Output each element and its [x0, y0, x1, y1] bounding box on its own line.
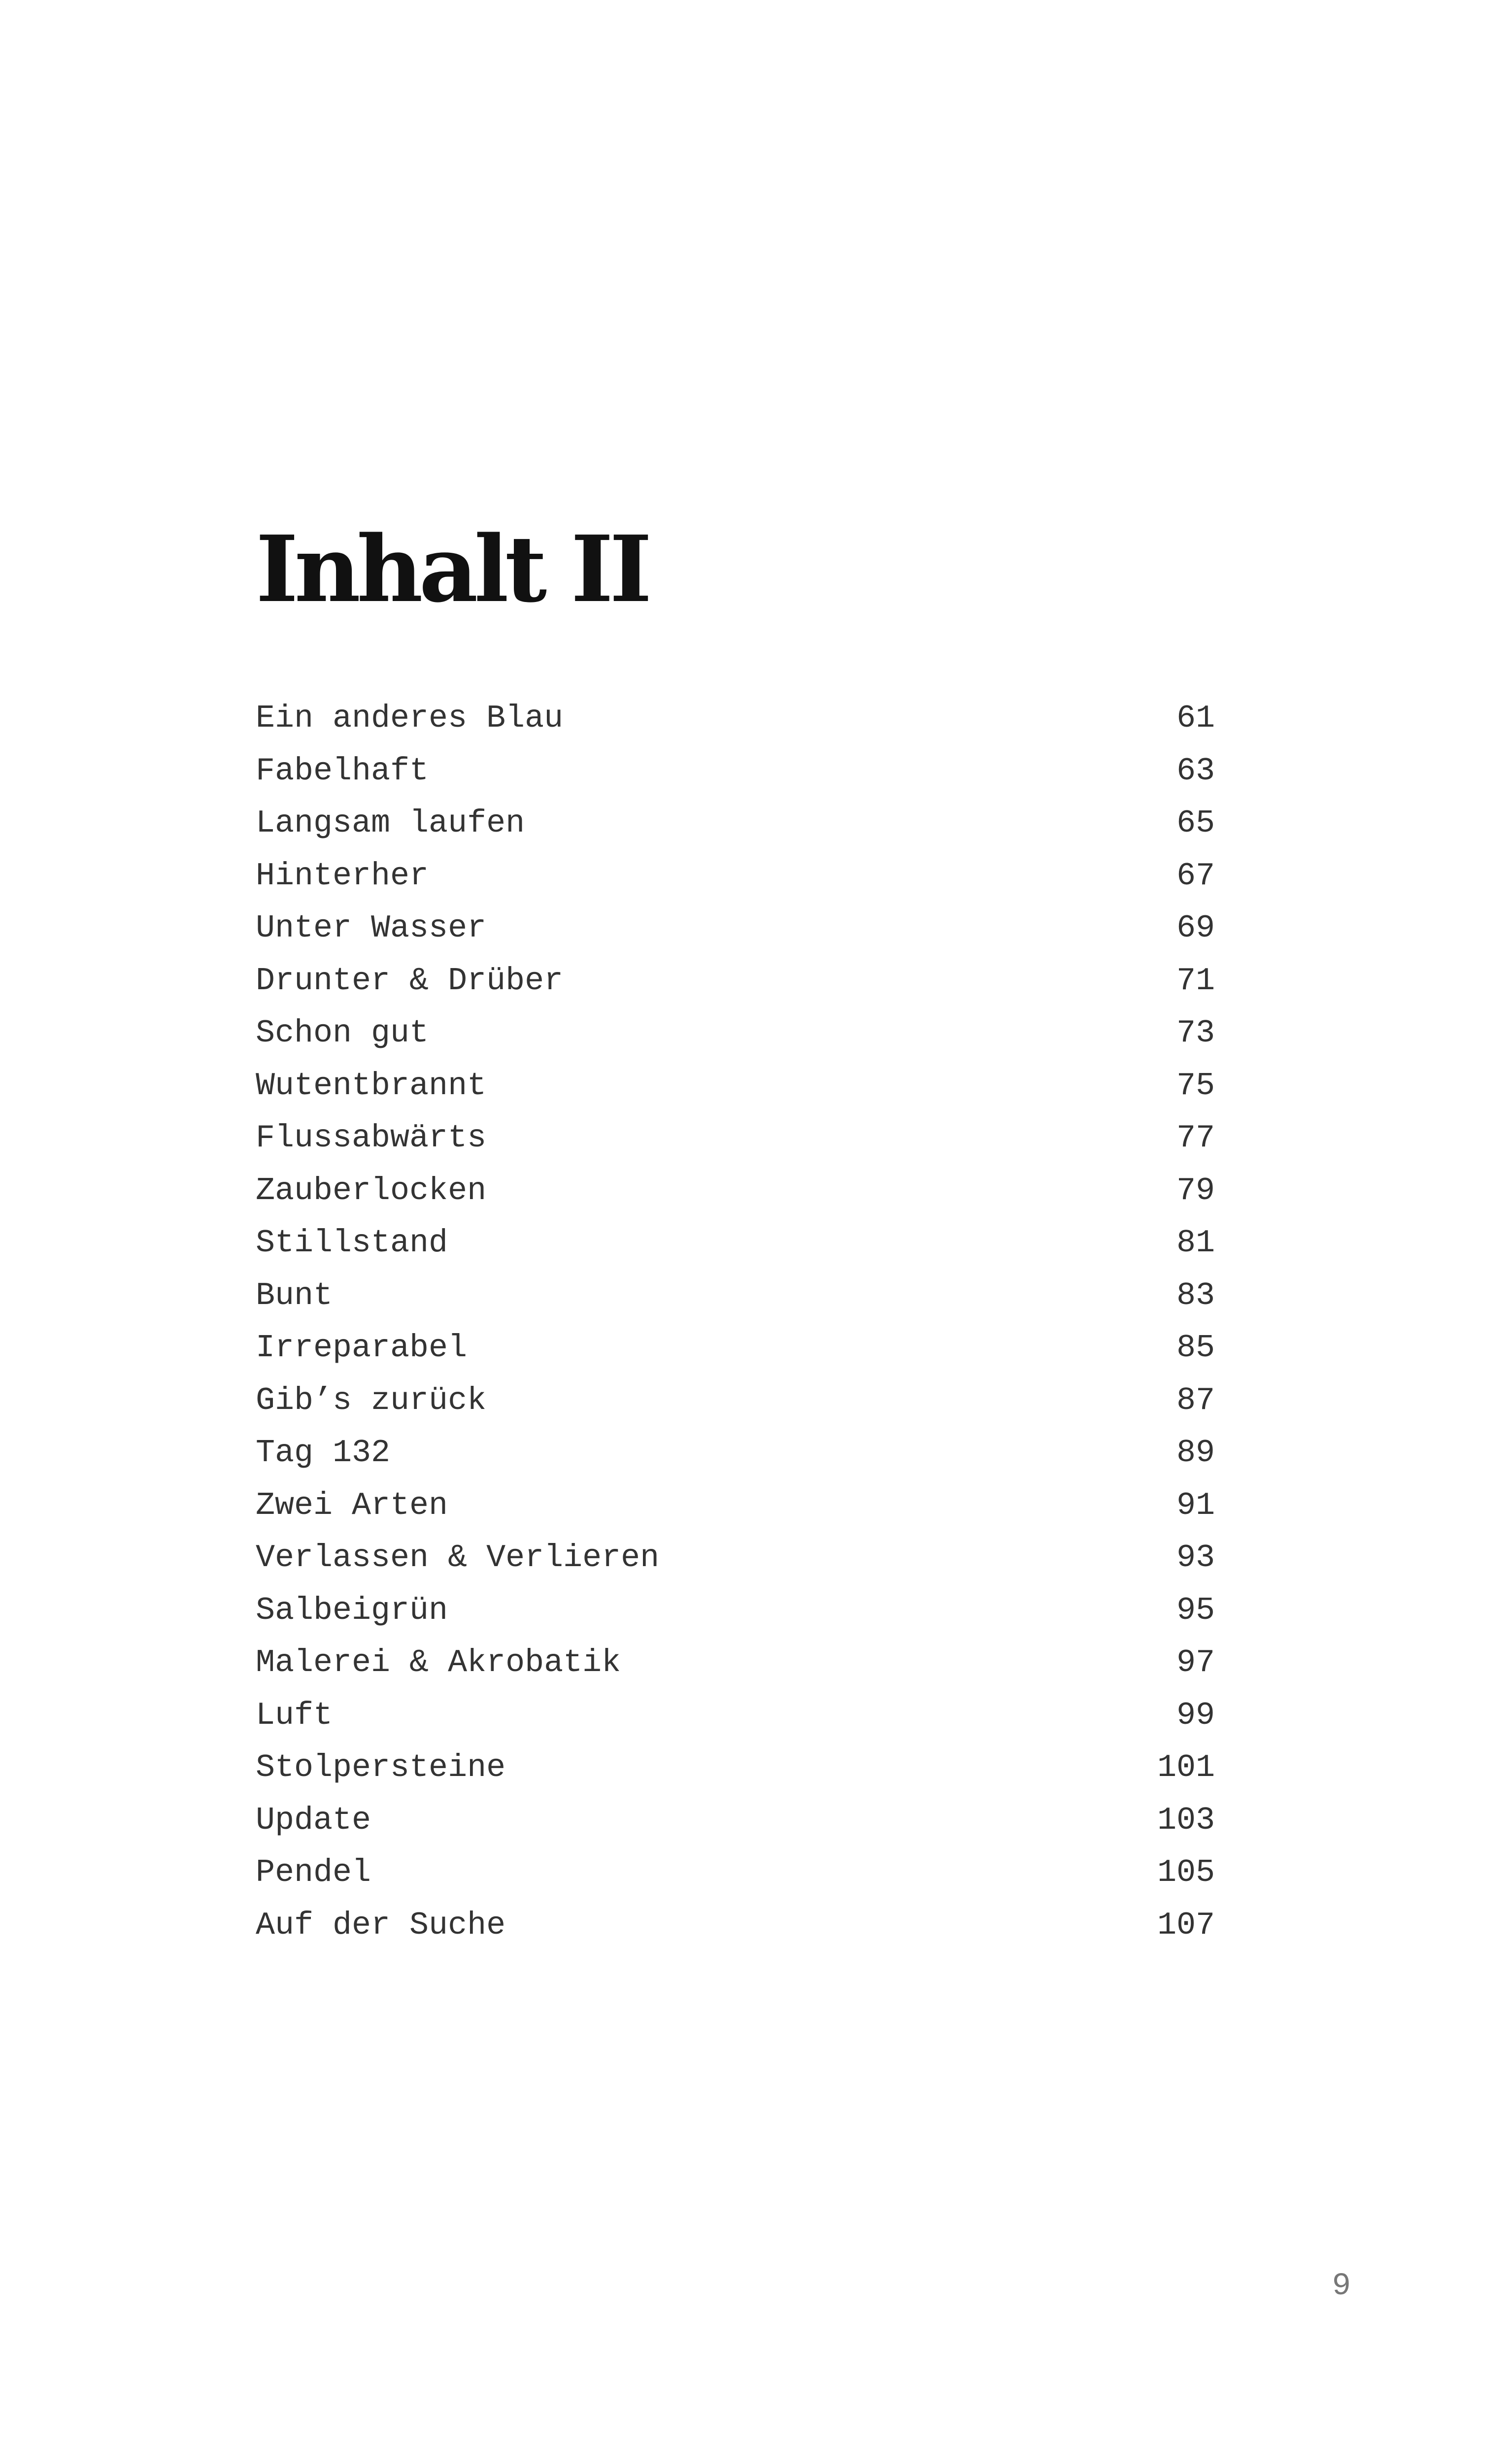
toc-entry[interactable] [256, 1060, 1215, 1112]
toc-entry-page: 85 [1176, 1330, 1215, 1367]
toc-entry[interactable] [256, 1322, 1215, 1374]
toc-entry-page: 91 [1176, 1487, 1215, 1524]
toc-entry-title: Ein anderes Blau [256, 700, 564, 737]
toc-entry-title: Auf der Suche [256, 1907, 506, 1943]
toc-entry-title: Schon gut [256, 1015, 429, 1052]
toc-entry-page: 67 [1176, 857, 1215, 894]
toc-entry-title: Wutentbrannt [256, 1067, 487, 1104]
toc-entry-page: 107 [1157, 1907, 1215, 1943]
toc-entry[interactable] [256, 1427, 1215, 1479]
toc-entry-page: 101 [1157, 1749, 1215, 1786]
toc-entry-page: 83 [1176, 1277, 1215, 1314]
toc-entry-page: 81 [1176, 1225, 1215, 1262]
toc-entry-title: Drunter & Drüber [256, 962, 564, 999]
toc-entry-title: Salbeigrün [256, 1592, 448, 1629]
toc-entry-title: Irreparabel [256, 1330, 468, 1367]
toc-entry-page: 77 [1176, 1120, 1215, 1157]
toc-entry[interactable] [256, 1689, 1215, 1742]
toc-entry[interactable] [256, 1532, 1215, 1584]
toc-entry[interactable] [256, 1217, 1215, 1270]
toc-entry[interactable] [256, 1165, 1215, 1217]
toc-entry-page: 103 [1157, 1802, 1215, 1839]
toc-entry-page: 69 [1176, 910, 1215, 947]
toc-entry-title: Stillstand [256, 1225, 448, 1262]
toc-entry[interactable] [256, 692, 1215, 745]
toc-entry-page: 99 [1176, 1697, 1215, 1734]
toc-entry-page: 97 [1176, 1644, 1215, 1681]
toc-entry-page: 87 [1176, 1382, 1215, 1419]
toc-entry-title: Stolpersteine [256, 1749, 506, 1786]
toc-entry[interactable] [256, 1846, 1215, 1899]
toc-entry-page: 75 [1176, 1067, 1215, 1104]
toc-entry[interactable] [256, 955, 1215, 1007]
toc-entry-title: Tag 132 [256, 1435, 391, 1472]
toc-entry-page: 73 [1176, 1015, 1215, 1052]
toc-entry-title: Gib’s zurück [256, 1382, 487, 1419]
toc-entry-page: 89 [1176, 1435, 1215, 1472]
toc-entry-title: Bunt [256, 1277, 333, 1314]
page-number: 9 [1332, 2269, 1351, 2304]
toc-entry[interactable] [256, 1584, 1215, 1637]
toc-entry[interactable] [256, 1479, 1215, 1532]
toc-entry-title: Zauberlocken [256, 1172, 487, 1209]
toc-entry-title: Update [256, 1802, 371, 1839]
toc-entry-title: Hinterher [256, 857, 429, 894]
toc-entry[interactable] [256, 1270, 1215, 1322]
toc-entry[interactable] [256, 1794, 1215, 1847]
toc-entry-page: 65 [1176, 805, 1215, 842]
toc-entry-page: 71 [1176, 962, 1215, 999]
toc-entry[interactable] [256, 1374, 1215, 1427]
toc-entry[interactable] [256, 797, 1215, 850]
toc-entry[interactable] [256, 1637, 1215, 1689]
toc-entry-page: 105 [1157, 1854, 1215, 1891]
toc-entry[interactable] [256, 850, 1215, 903]
toc-entry-title: Fabelhaft [256, 752, 429, 789]
toc-entry[interactable] [256, 1899, 1215, 1952]
toc-entry-page: 79 [1176, 1172, 1215, 1209]
toc-entry-page: 93 [1176, 1540, 1215, 1576]
toc-entry-title: Langsam laufen [256, 805, 525, 842]
toc-entry[interactable] [256, 745, 1215, 798]
toc-entry-page: 61 [1176, 700, 1215, 737]
toc-entry-page: 95 [1176, 1592, 1215, 1629]
toc-entry-title: Luft [256, 1697, 333, 1734]
toc-entry[interactable] [256, 1742, 1215, 1794]
toc-entry-title: Unter Wasser [256, 910, 487, 947]
toc-entry-title: Pendel [256, 1854, 371, 1891]
toc-entry-title: Malerei & Akrobatik [256, 1644, 621, 1681]
table-of-contents [256, 692, 1215, 1951]
toc-entry[interactable] [256, 1007, 1215, 1060]
toc-entry-title: Zwei Arten [256, 1487, 448, 1524]
toc-entry-page: 63 [1176, 752, 1215, 789]
page-title: Inhalt II [256, 515, 648, 623]
toc-entry[interactable] [256, 1112, 1215, 1165]
toc-entry[interactable] [256, 902, 1215, 955]
toc-entry-title: Verlassen & Verlieren [256, 1540, 660, 1576]
toc-entry-title: Flussabwärts [256, 1120, 487, 1157]
